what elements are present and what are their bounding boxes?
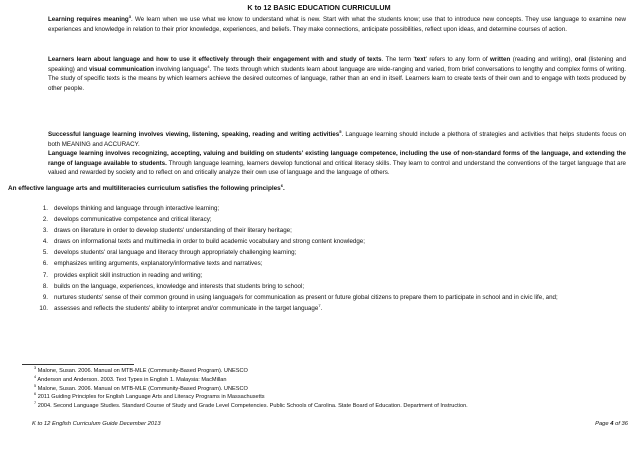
list-number: 2.: [42, 216, 48, 224]
footnote-number: 4: [34, 374, 37, 379]
footnote-number: 5: [34, 383, 37, 388]
paragraph-language-competence: [48, 149, 626, 178]
footnote-ref: 3: [128, 13, 131, 19]
page-number: [595, 421, 628, 427]
footnote-ref: 7: [318, 302, 321, 308]
list-text: provides explicit skill instruction in reading and writing;: [54, 271, 203, 279]
list-text: draws on informational texts and multimedia in order to build academic vocabulary and strong content knowledge;: [54, 238, 365, 246]
list-number: 3.: [42, 227, 48, 235]
list-item: [32, 204, 628, 214]
paragraph-learning-requires-meaning: [48, 15, 626, 34]
footnote: [34, 367, 634, 376]
list-number: 9.: [42, 293, 48, 301]
principles-list: [32, 204, 628, 315]
paragraph-text: (listening and speaking) and: [48, 56, 627, 73]
paragraph-text: Through language learning, learners develop functional and critical literacy skills. They learn to control and understand the conventions of the target language that are valued and rewarded by society and to reflect on and critically analyze their own use of language and the language of others.: [48, 159, 627, 177]
list-item: [32, 215, 628, 225]
list-item: [32, 293, 628, 303]
paragraph-successful-language-learning: [48, 130, 626, 149]
list-text: emphasizes writing arguments, explanatory/informative texts and narratives;: [54, 260, 263, 268]
page-total: of 36: [613, 421, 628, 427]
list-text: develops communicative competence and critical literacy;: [54, 216, 212, 224]
list-text: builds on the language, experiences, knowledge and interests that students bring to school;: [54, 282, 305, 290]
footnote: [34, 376, 634, 385]
paragraph-text: . The term ': [381, 56, 415, 63]
list-number: 4.: [42, 238, 48, 246]
footnote-number: 7: [34, 401, 37, 406]
term-oral: oral: [574, 56, 587, 63]
footnote-text: Malone, Susan. 2006. Manual on MTB-MLE (Community-Based Program). UNESCO: [37, 385, 248, 392]
page-footer: [32, 421, 628, 427]
footnote-number: 3: [34, 366, 37, 371]
list-number: 6.: [42, 260, 48, 268]
paragraph-learning-through-texts: [48, 55, 626, 93]
footer-guide-title: K to 12 English Curriculum Guide December 2013: [32, 421, 161, 427]
term-text: text: [414, 56, 426, 63]
paragraph-text: (reading and writing),: [510, 56, 575, 63]
list-number: 8.: [42, 282, 48, 290]
list-number: 10.: [39, 304, 48, 312]
footnote-number: 6: [34, 392, 37, 397]
footnote-ref: 5: [339, 128, 342, 134]
current-page: 4: [610, 421, 614, 427]
list-item: [32, 304, 628, 314]
footnote: [34, 393, 634, 402]
list-text: draws on literature in order to develop students' understanding of their literary heritage;: [54, 227, 292, 235]
page-title: K to 12 BASIC EDUCATION CURRICULUM: [247, 3, 391, 12]
footnote-text: 2011 Guiding Principles for English Language Arts and Literacy Programs in Massachusetts: [37, 394, 265, 401]
term-visual: visual communication: [88, 65, 155, 73]
footnote-ref: 6: [280, 182, 283, 188]
list-item: [32, 271, 628, 281]
paragraph-text: . We learn when we use what we know to understand what is new. Start with what the students know; use that to introduce new concepts. They use language to examine new experiences and knowledge in relation to their prior knowledge, experiences, and beliefs. They make connections, anticipate possibilities, reflect upon ideas, and determine courses of action.: [48, 16, 626, 33]
principles-heading-end: .: [282, 185, 285, 192]
paragraph-lead: Successful language learning involves viewing, listening, speaking, reading and writing activities: [48, 131, 340, 138]
paragraph-text: . The texts through which students learn about language are wide-ranging and varied, from brief conversations to lengthy and complex forms of writing. The study of specific texts is the means by which learners achieve the desired outcomes of language, rather than an end in itself. Learners learn to create texts of their own and to engage with texts produced by other people.: [48, 65, 627, 92]
list-number: 7.: [42, 271, 48, 279]
paragraph-text: ' refers to any form of: [425, 56, 490, 63]
list-item: [32, 259, 628, 269]
list-number: 5.: [42, 249, 48, 257]
footnote-divider: [22, 364, 134, 365]
term-written: written: [489, 56, 511, 63]
list-text: nurtures students' sense of their common ground in using language/s for communication as present or future global citizens to prepare them to participate in school and in civic life, and;: [54, 293, 558, 301]
list-item: [32, 282, 628, 292]
list-item: [32, 248, 628, 258]
paragraph-text: involving language: [154, 65, 208, 73]
list-item: [32, 226, 628, 236]
paragraph-text: . Language learning should include a plethora of strategies and activities that helps students focus on both MEANING and ACCURACY.: [48, 131, 627, 148]
page-label: Page: [595, 421, 611, 427]
footnote-text: Anderson and Anderson. 2003. Text Types in English 1. Malaysia: MacMillan: [37, 376, 227, 383]
footnote: [34, 402, 634, 411]
list-item: [32, 237, 628, 247]
footnote: [34, 385, 634, 394]
paragraph-lead: Language learning involves recognizing, accepting, valuing and building on students' existing language competence, including the use of non-standard forms of the language, and extending the range of language available to students.: [48, 150, 626, 167]
footnote-text: Malone, Susan. 2006. Manual on MTB-MLE (Community-Based Program). UNESCO: [37, 368, 248, 374]
paragraph-lead: Learning requires meaning: [48, 16, 129, 23]
list-text: develops students' oral language and literacy through appropriately challenging learning;: [54, 249, 297, 257]
principles-heading: [8, 182, 285, 192]
list-text: develops thinking and language through interactive learning;: [54, 205, 220, 212]
principles-heading-text: An effective language arts and multiliteracies curriculum satisfies the following principles: [8, 185, 281, 192]
list-text-end: .: [320, 304, 323, 312]
footnote-ref: 4: [207, 63, 210, 69]
paragraph-lead: Learners learn about language and how to use it effectively through their engagement with and study of texts: [48, 56, 382, 63]
list-number: 1.: [42, 205, 48, 212]
footnote-text: 2004. Second Language Studies. Standard Course of Study and Grade Level Competencies. Public Schools of Carolina. State Board of Education. Department of Instruction.: [37, 403, 468, 410]
footnotes: [34, 367, 634, 411]
list-text: assesses and reflects the students' ability to interpret and/or communicate in the target language: [54, 304, 319, 312]
